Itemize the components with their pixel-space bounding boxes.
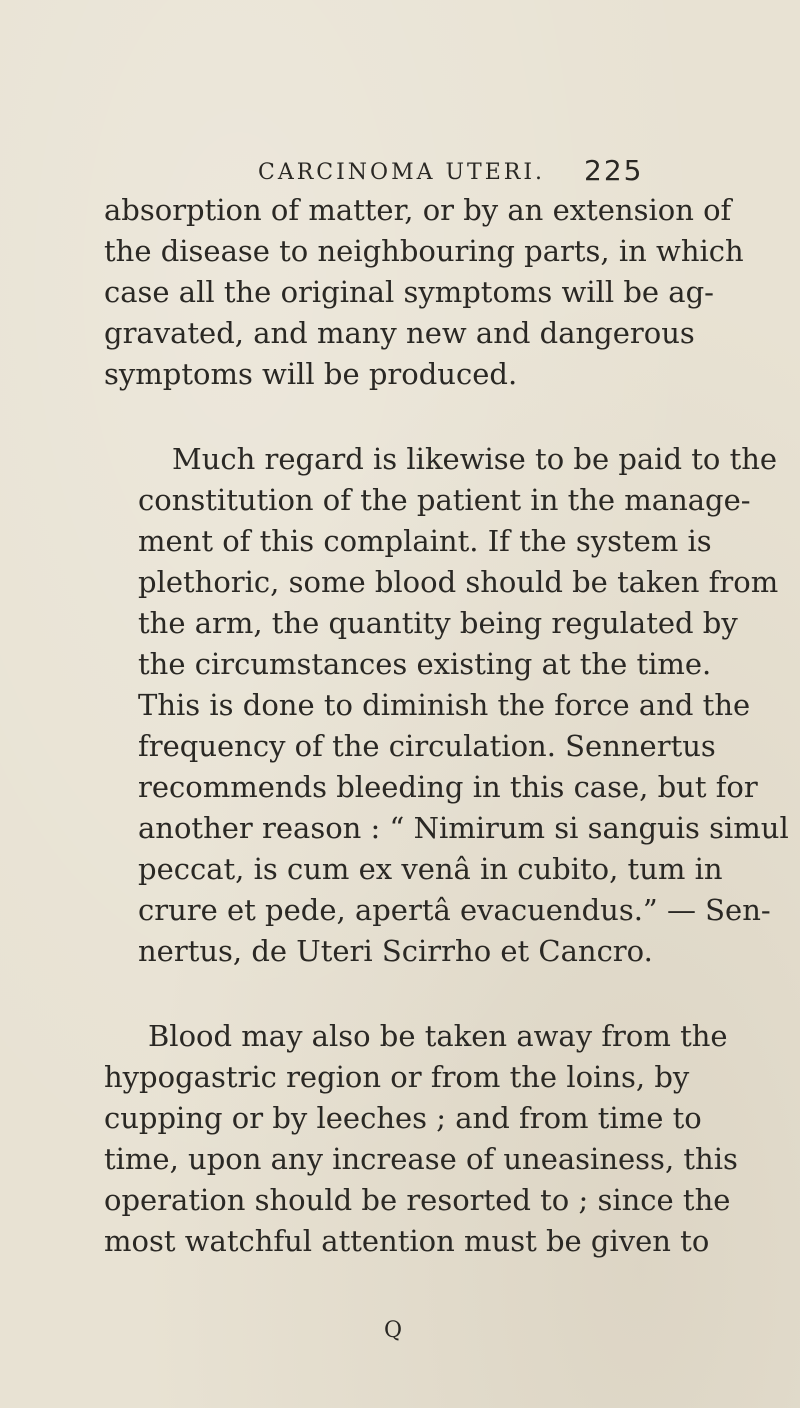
- text-line: plethoric, some blood should be taken from: [138, 565, 779, 599]
- text-line: absorption of matter, or by an extension of: [104, 193, 732, 227]
- text-line: hypogastric region or from the loins, by: [104, 1060, 690, 1094]
- running-head: [258, 154, 678, 194]
- text-line: Blood may also be taken away from the: [148, 1019, 728, 1053]
- text-line: the arm, the quantity being regulated by: [138, 606, 738, 640]
- text-line: case all the original symptoms will be ag-: [104, 275, 714, 309]
- text-line: peccat, is cum ex venâ in cubito, tum in: [138, 852, 723, 886]
- text-line: most watchful attention must be given to: [104, 1224, 710, 1258]
- paragraph-2: [104, 439, 789, 972]
- page-number: 225: [584, 154, 644, 187]
- text-line: another reason : “ Nimirum si sanguis simul: [138, 811, 789, 845]
- body-text: [104, 190, 789, 1262]
- text-line: the disease to neighbouring parts, in which: [104, 234, 744, 268]
- text-line: gravated, and many new and dangerous: [104, 316, 695, 350]
- text-line: cupping or by leeches ; and from time to: [104, 1101, 702, 1135]
- text-line: frequency of the circulation. Sennertus: [138, 729, 716, 763]
- text-line: constitution of the patient in the manage-: [138, 483, 751, 517]
- text-line: Much regard is likewise to be paid to the: [172, 442, 778, 476]
- text-line: symptoms will be produced.: [104, 357, 518, 391]
- text-line: recommends bleeding in this case, but for: [138, 770, 758, 804]
- text-line: crure et pede, apertâ evacuendus.” — Sen-: [138, 893, 771, 927]
- running-title: CARCINOMA UTERI.: [258, 160, 546, 185]
- paragraph-3: [104, 1016, 738, 1262]
- text-line: the circumstances existing at the time.: [138, 647, 712, 681]
- paragraph-1: [104, 190, 744, 395]
- text-line: time, upon any increase of uneasiness, this: [104, 1142, 738, 1176]
- text-line: nertus, de Uteri Scirrho et Cancro.: [138, 934, 653, 968]
- signature-mark: Q: [384, 1318, 403, 1343]
- text-line: operation should be resorted to ; since the: [104, 1183, 731, 1217]
- text-line: This is done to diminish the force and the: [138, 688, 751, 722]
- text-line: ment of this complaint. If the system is: [138, 524, 712, 558]
